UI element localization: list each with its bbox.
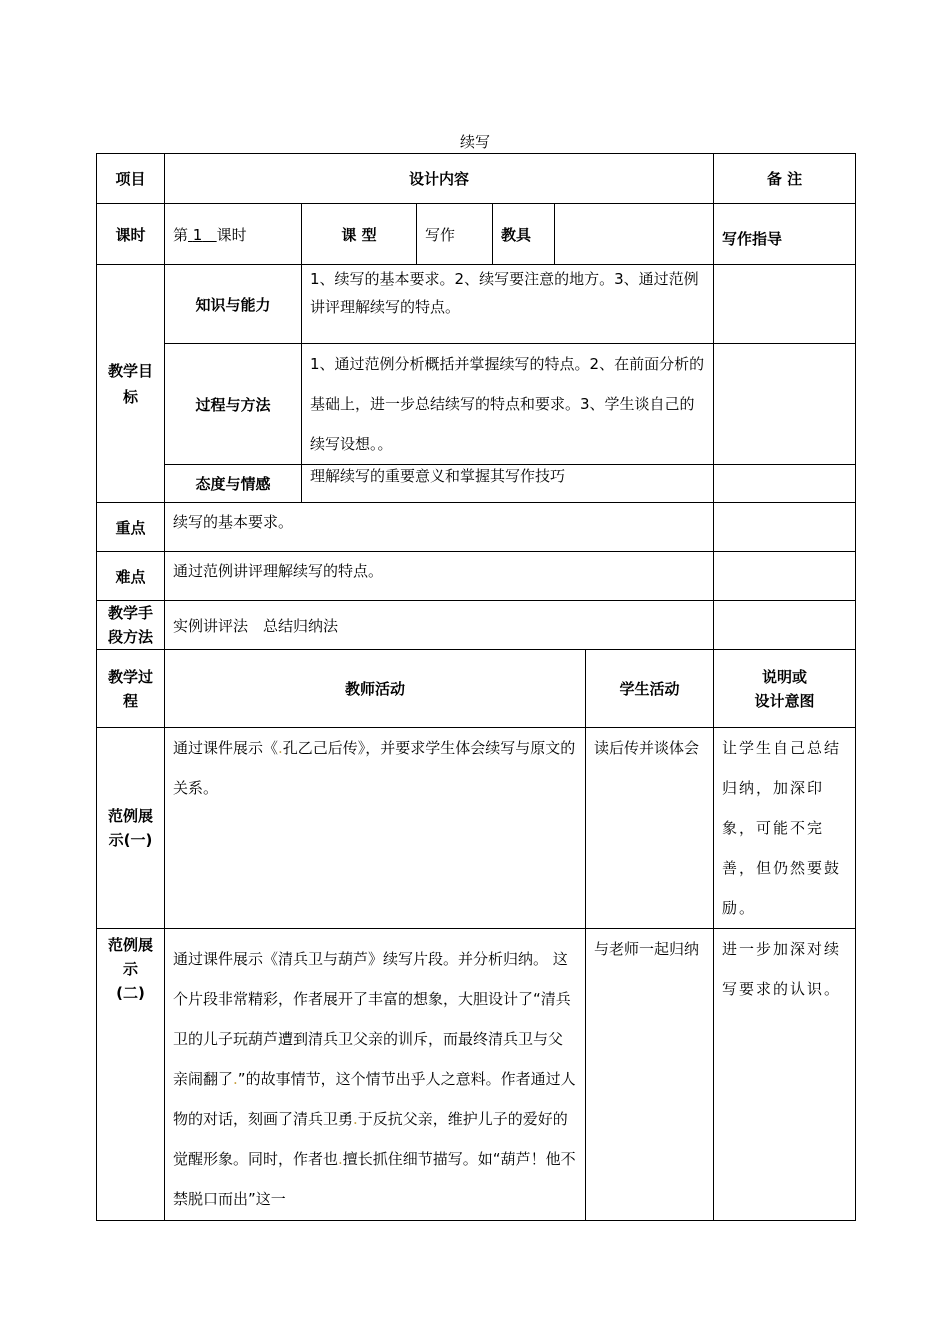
difficulty-row	[97, 552, 856, 601]
goal-knowledge-row	[97, 265, 856, 344]
note-line-1: 说明或	[762, 667, 808, 686]
key-point-label: 重点	[97, 503, 165, 552]
knowledge-remark	[714, 265, 856, 344]
attitude-text: 理解续写的重要意义和掌握其写作技巧	[302, 465, 714, 503]
key-point-row	[97, 503, 856, 552]
session-row	[97, 204, 856, 265]
session-remark: 写作指导	[714, 204, 856, 265]
key-point-remark	[714, 503, 856, 552]
document-title: 续写	[459, 133, 490, 151]
process-label: 过程与方法	[165, 344, 302, 465]
session-label: 课时	[97, 204, 165, 265]
header-item: 项目	[97, 154, 165, 204]
goals-label: 教学目标	[97, 265, 165, 503]
example2-student: 与老师一起归纳	[586, 929, 714, 1221]
method-text: 实例讲评法 总结归纳法	[165, 601, 714, 650]
header-row	[97, 154, 856, 204]
example1-teacher: 通过课件展示《.孔乙己后传》，并要求学生体会续写与原文的关系。	[165, 728, 586, 929]
knowledge-text: 1、续写的基本要求。2、续写要注意的地方。3、通过范例讲评理解续写的特点。	[302, 265, 714, 344]
example1-student: 读后传并谈体会	[586, 728, 714, 929]
session-number: 1	[192, 225, 203, 244]
process-remark	[714, 344, 856, 465]
method-label: 教学手段方法	[97, 601, 165, 650]
tool-label: 教具	[493, 204, 555, 265]
difficulty-text: 通过范例讲评理解续写的特点。	[165, 552, 714, 601]
example2-row	[97, 929, 856, 1221]
example2-teacher: 通过课件展示《清兵卫与葫芦》续写片段。并分析归纳。 这个片段非常精彩，作者展开了丰富的想象，大胆设计了“清兵卫的儿子玩葫芦遭到清兵卫父亲的训斥，而最终清兵卫与父亲闹翻了.”的故事情节，这个情节出乎人之意料。作者通过人物的对话，刻画了清兵卫勇.于反抗父亲，维护儿子的爱好的觉醒形象。同时，作者也.擅长抓住细节描写。如“葫芦！他不禁脱口而出”这一	[165, 929, 586, 1221]
process-text: 1、通过范例分析概括并掌握续写的特点。2、在前面分析的基础上，进一步总结续写的特点和要求。3、学生谈自己的续写设想。。	[302, 344, 714, 465]
difficulty-remark	[714, 552, 856, 601]
example2-note: 进一步加深对续写要求的认识。	[714, 929, 856, 1221]
method-row	[97, 601, 856, 650]
example1-note: 让学生自己总结归纳，加深印象，可能不完善，但仍然要鼓励。	[714, 728, 856, 929]
type-value: 写作	[417, 204, 493, 265]
header-content: 设计内容	[165, 154, 714, 204]
example2-label: 范例展 示 (二)	[97, 929, 165, 1221]
session-prefix: 第	[173, 225, 189, 244]
process-header-row	[97, 650, 856, 728]
process-header-teacher: 教师活动	[165, 650, 586, 728]
note-line-2: 设计意图	[754, 691, 815, 710]
lesson-plan-table	[96, 153, 856, 1221]
key-point-text: 续写的基本要求。	[165, 503, 714, 552]
session-suffix: 课时	[216, 225, 247, 244]
tool-value	[555, 204, 714, 265]
example1-row	[97, 728, 856, 929]
example1-label: 范例展示(一)	[97, 728, 165, 929]
goal-process-row	[97, 344, 856, 465]
difficulty-label: 难点	[97, 552, 165, 601]
session-number-cell	[165, 204, 302, 265]
process-header-label: 教学过程	[97, 650, 165, 728]
process-header-student: 学生活动	[586, 650, 714, 728]
attitude-remark	[714, 465, 856, 503]
attitude-label: 态度与情感	[165, 465, 302, 503]
type-label: 课 型	[302, 204, 417, 265]
process-header-note	[714, 650, 856, 728]
header-remark: 备 注	[714, 154, 856, 204]
knowledge-label: 知识与能力	[165, 265, 302, 344]
method-remark	[714, 601, 856, 650]
goal-attitude-row	[97, 465, 856, 503]
